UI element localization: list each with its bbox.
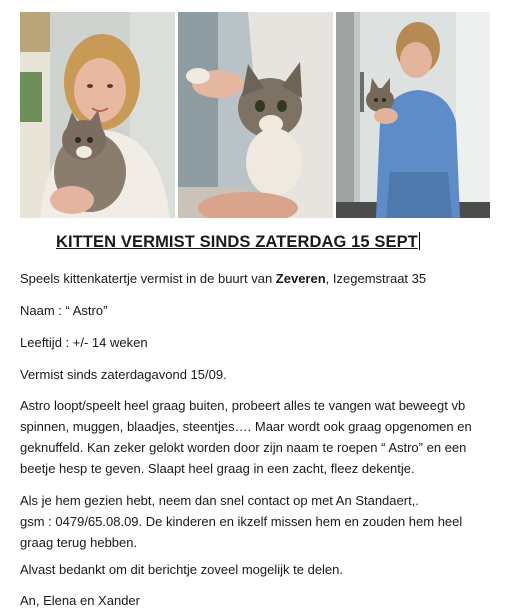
description-line: Astro loopt/speelt heel graag buiten, probeert alles te vangen wat beweegt vb xyxy=(20,398,466,413)
intro-prefix: Speels kittenkatertje vermist in de buurt van xyxy=(20,271,276,286)
intro-paragraph xyxy=(20,268,495,289)
text-cursor xyxy=(419,232,420,250)
page-title: KITTEN VERMIST SINDS ZATERDAG 15 SEPT xyxy=(56,233,418,251)
description-line: spinnen, muggen, blaadjes, steentjes…. Maar wordt ook graag opgenomen en xyxy=(20,419,472,434)
intro-suffix: , Izegemstraat 35 xyxy=(325,271,427,286)
age-line: Leeftijd : +/- 14 weken xyxy=(20,335,148,350)
description-line: beetje hesp te geven. Slaapt heel graag in een zacht, fleez dekentje. xyxy=(20,461,415,476)
signature: An, Elena en Xander xyxy=(20,593,140,608)
photo-strip xyxy=(20,12,490,218)
description-paragraph xyxy=(20,395,495,479)
intro-place: Zeveren xyxy=(275,271,326,286)
contact-line: gsm : 0479/65.08.09. De kinderen en ikzelf missen hem en zouden hem heel xyxy=(20,514,463,529)
photo-boy-with-kitten xyxy=(336,12,490,218)
description-line: geknuffeld. Kan zeker gelokt worden door zijn naam te roepen “ Astro” en een xyxy=(20,440,467,455)
photo-girl-with-kitten xyxy=(20,12,175,218)
contact-line: graag terug hebben. xyxy=(20,535,138,550)
photo-kitten-held-up xyxy=(178,12,333,218)
thanks-line: Alvast bedankt om dit berichtje zoveel mogelijk te delen. xyxy=(20,562,344,577)
missing-since-line: Vermist sinds zaterdagavond 15/09. xyxy=(20,367,227,382)
name-line: Naam : “ Astro” xyxy=(20,303,108,318)
contact-line: Als je hem gezien hebt, neem dan snel contact op met An Standaert,. xyxy=(20,493,419,508)
contact-paragraph xyxy=(20,490,495,553)
